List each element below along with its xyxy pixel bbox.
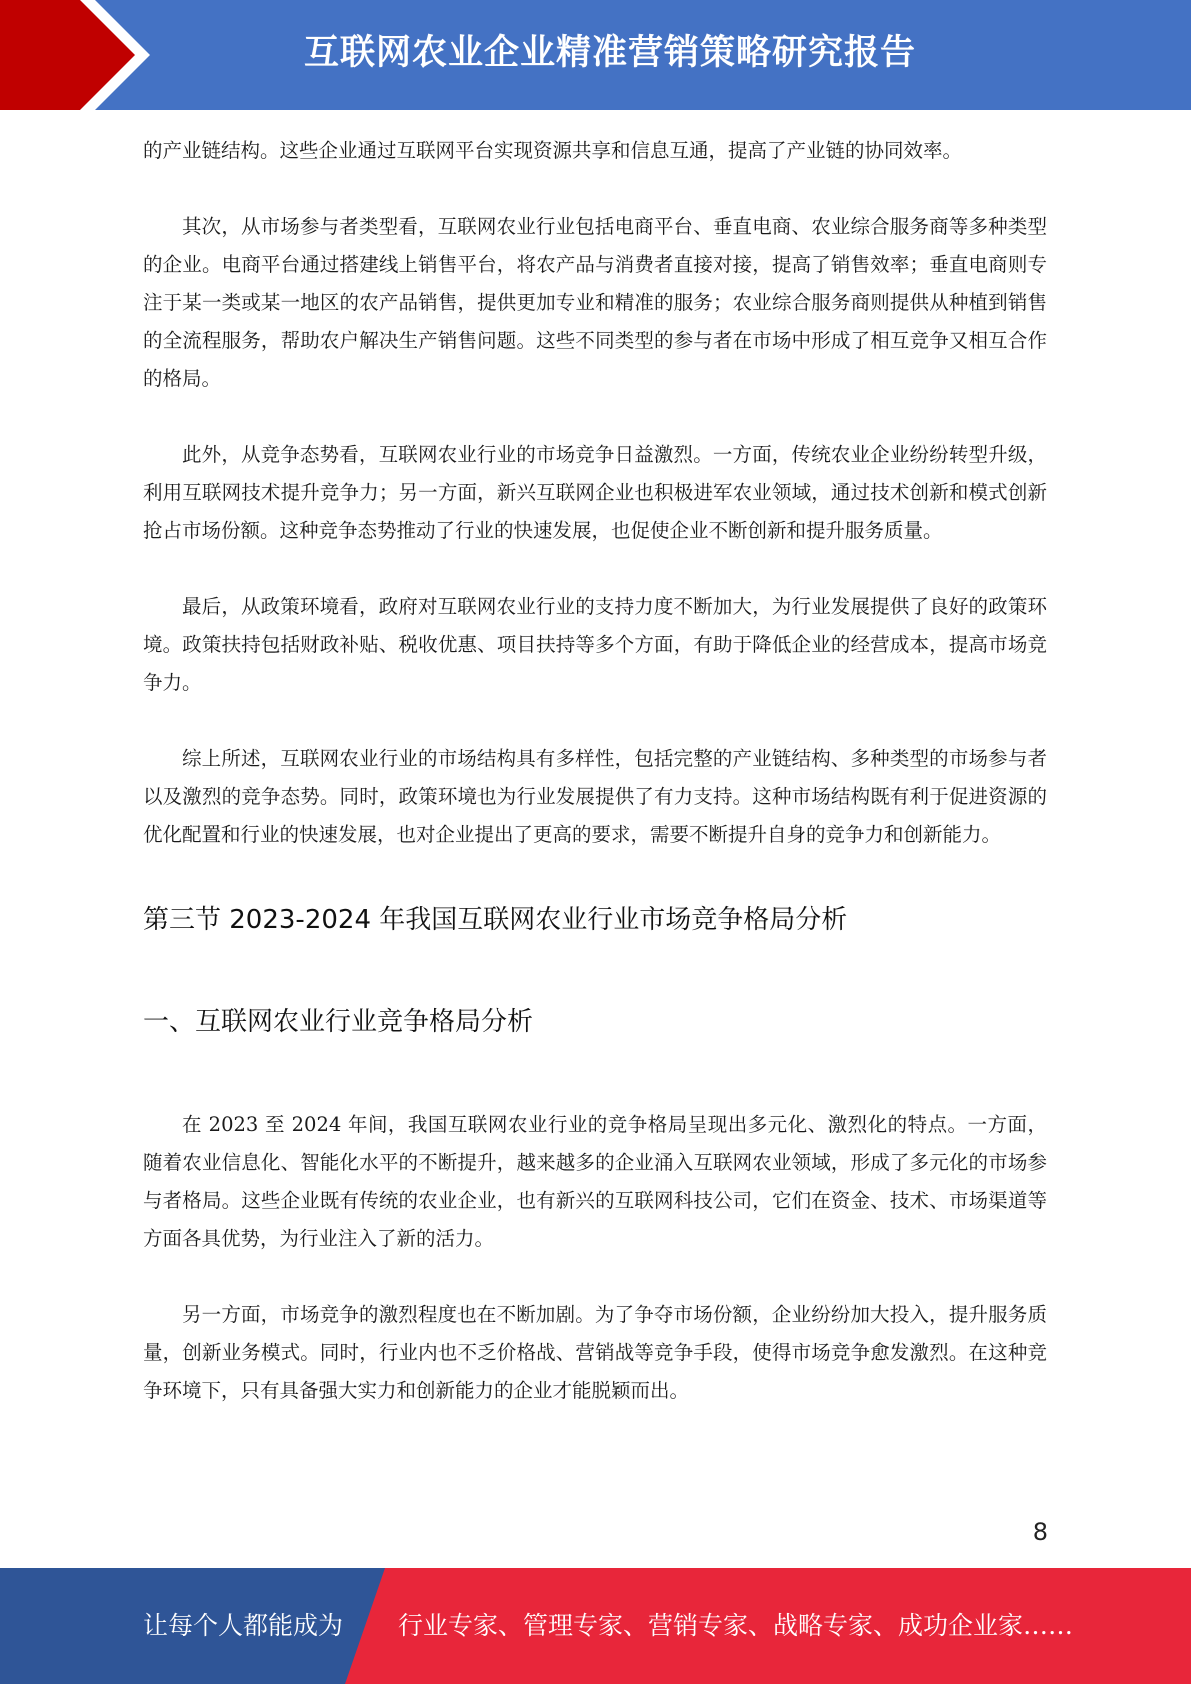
header-banner	[0, 0, 1191, 110]
document-title: 互联网农业企业精准营销策略研究报告	[303, 33, 916, 73]
paragraph: 综上所述，互联网农业行业的市场结构具有多样性，包括完整的产业链结构、多种类型的市场参与者以及激烈的竞争态势。同时，政策环境也为行业发展提供了有力支持。这种市场结构既有利于促进资源的优化配置和行业的快速发展，也对企业提出了更高的要求，需要不断提升自身的竞争力和创新能力。	[143, 747, 1047, 846]
paragraph: 最后，从政策环境看，政府对互联网农业行业的支持力度不断加大，为行业发展提供了良好的政策环境。政策扶持包括财政补贴、税收优惠、项目扶持等多个方面，有助于降低企业的经营成本，提高市场竞争力。	[143, 595, 1047, 694]
section-heading: 第三节 2023-2024 年我国互联网农业行业市场竞争格局分析	[143, 905, 848, 935]
header-arrow-decoration	[0, 0, 160, 110]
paragraph: 另一方面，市场竞争的激烈程度也在不断加剧。为了争夺市场份额，企业纷纷加大投入，提升服务质量，创新业务模式。同时，行业内也不乏价格战、营销战等竞争手段，使得市场竞争愈发激烈。在这种竞争环境下，只有具备强大实力和创新能力的企业才能脱颖而出。	[143, 1303, 1047, 1402]
footer-slogan-right: 行业专家、管理专家、营销专家、战略专家、成功企业家……	[398, 1611, 1074, 1640]
page-number: 8	[1032, 1518, 1048, 1546]
footer-banner	[0, 1568, 1191, 1684]
page-content	[143, 132, 1047, 1410]
paragraph: 的产业链结构。这些企业通过互联网平台实现资源共享和信息互通，提高了产业链的协同效率。	[143, 139, 963, 162]
paragraph: 其次，从市场参与者类型看，互联网农业行业包括电商平台、垂直电商、农业综合服务商等多种类型的企业。电商平台通过搭建线上销售平台，将农产品与消费者直接对接，提高了销售效率；垂直电商则专注于某一类或某一地区的农产品销售，提供更加专业和精准的服务；农业综合服务商则提供从种植到销售的全流程服务，帮助农户解决生产销售问题。这些不同类型的参与者在市场中形成了相互竞争又相互合作的格局。	[143, 215, 1047, 390]
footer-slogan-left: 让每个人都能成为	[143, 1611, 344, 1640]
paragraph: 此外，从竞争态势看，互联网农业行业的市场竞争日益激烈。一方面，传统农业企业纷纷转型升级，利用互联网技术提升竞争力；另一方面，新兴互联网企业也积极进军农业领域，通过技术创新和模式创新抢占市场份额。这种竞争态势推动了行业的快速发展，也促使企业不断创新和提升服务质量。	[143, 443, 1047, 542]
subsection-heading: 一、互联网农业行业竞争格局分析	[143, 1007, 534, 1037]
paragraph: 在 2023 至 2024 年间，我国互联网农业行业的竞争格局呈现出多元化、激烈化的特点。一方面，随着农业信息化、智能化水平的不断提升，越来越多的企业涌入互联网农业领域，形成了多元化的市场参与者格局。这些企业既有传统的农业企业，也有新兴的互联网科技公司，它们在资金、技术、市场渠道等方面各具优势，为行业注入了新的活力。	[143, 1113, 1047, 1250]
